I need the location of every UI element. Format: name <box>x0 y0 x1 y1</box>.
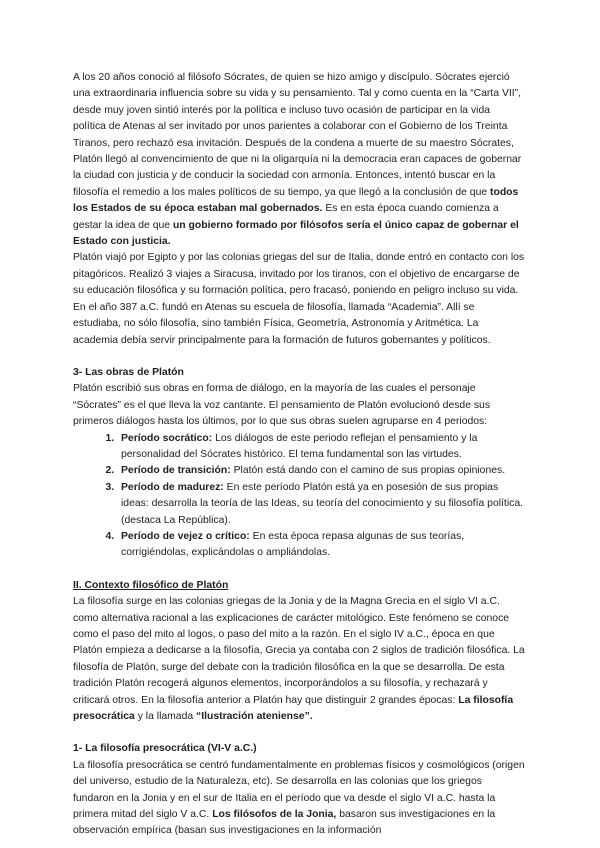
works-intro: Platón escribió sus obras en forma de diálogo, en la mayoría de las cuales el personaje “Sócrates” es el que lleva la voz cantante. El pensamiento de Platón evolucionó desde sus primeros diálogos hasta los últimos, por lo que sus obras suelen agruparse en 4 periodos: <box>73 383 491 428</box>
biography-bold-philosophers: un gobierno formado por filósofos sería el único capaz de gobernar el Estado con justicia. <box>73 219 519 248</box>
context-bold-presocratic: La filosofía presocrática <box>73 694 514 723</box>
period-title: Período socrático: <box>121 432 213 444</box>
biography-bold-states: todos los Estados de su época estaban mal gobernados. <box>73 186 519 215</box>
context-text: La filosofía surge en las colonias griegas de la Jonia y de la Magna Grecia en el siglo VI a.C. como alternativa racional a las explicaciones de carácter mitológico. Este fenómeno se conoce como el paso del mito al logos, o paso del mito a la razón. En el siglo IV a.C., época en que Platón empieza a dedicarse a la filosofía, Grecia ya contaba con 2 siglos de tradición filosófica. La filosofía de Platón, surge del debate con la tradición filosófica en la que se desarrolla. De esta tradición Platón recogerá algunos elementos, incorporándolos a su filosofía, y rechazará y criticará otros. En la filosofía anterior a Platón hay que distinguir 2 grandes épocas: <box>73 596 525 706</box>
context-bold-enlightenment: “Ilustración ateniense”. <box>196 711 313 723</box>
presocratic-paragraph <box>73 758 525 840</box>
period-text: En esta época repasa algunas de sus teorías, corrigiéndolas, explicándolas o ampliándolas. <box>121 530 465 559</box>
presocratic-text-2: basaron sus investigaciones en la observación empírica (basan sus investigaciones en la información <box>73 809 496 837</box>
works-heading: 3- Las obras de Platón <box>73 366 184 378</box>
document-page <box>73 70 525 840</box>
period-title: Período de vejez o crítico: <box>121 530 250 542</box>
context-heading: II. Contexto filosófico de Platón <box>73 579 229 591</box>
period-item <box>117 480 525 529</box>
period-item <box>117 529 525 562</box>
biography-paragraph <box>73 70 525 250</box>
period-item <box>117 431 525 464</box>
context-paragraph <box>73 594 525 725</box>
context-text-2: y la llamada <box>134 711 197 723</box>
biography-text-2: Es en esta época cuando comienza a gestar la idea de que <box>73 203 499 231</box>
period-text: Los diálogos de este periodo reflejan el pensamiento y la personalidad del Sócrates histórico. El tema fundamental son las virtudes. <box>121 432 478 460</box>
works-section <box>73 365 525 562</box>
presocratic-section <box>73 741 525 839</box>
presocratic-heading: 1- La filosofía presocrática (VI-V a.C.) <box>73 743 257 755</box>
period-title: Período de transición: <box>121 465 231 477</box>
context-section <box>73 578 525 726</box>
presocratic-text: La filosofía presocrática se centró fundamentalmente en problemas físicos y cosmológicos (origen del universo, estudio de la Naturaleza, etc). Se desarrolla en las colonias que los griegos fundaron en la Jonia y en el sur de Italia en el período que va desde el siglo VI a.C. hasta la primera mitad del siglo V a.C. <box>73 759 525 821</box>
period-title: Período de madurez: <box>121 481 224 493</box>
presocratic-bold-jonia: Los filósofos de la Jonia, <box>212 809 337 821</box>
period-item <box>117 463 525 479</box>
period-text: Platón está dando con el camino de sus propias opiniones. <box>230 465 506 477</box>
period-text: En este período Platón está ya en posesión de sus propias ideas: desarrolla la teoría de las Ideas, su teoría del conocimiento y su filosofía política. (destaca La República). <box>121 481 523 526</box>
periods-list <box>73 431 525 562</box>
biography-section <box>73 70 525 349</box>
biography-text: A los 20 años conoció al filósofo Sócrates, de quien se hizo amigo y discípulo. Sócrates ejerció una extraordinaria influencia sobre su vida y su pensamiento. Tal y como cuenta en la “Carta VII”, desde muy joven sintió interés por la política e incluso tuvo ocasión de participar en la vida política de Atenas al ser invitado por unos parientes a colaborar con el Gobierno de los Treinta Tiranos, pero rechazó esa invitación. Después de la condena a muerte de su maestro Sócrates, Platón llegó al convencimiento de que ni la oligarquía ni la democracia eran capaces de gobernar la ciudad con justicia y de conducir la sociedad con armonía. Entonces, intentó buscar en la filosofía el remedio a los males políticos de su tiempo, ya que llegó a la conclusión de que <box>73 72 522 198</box>
travels-paragraph: Platón viajó por Egipto y por las colonias griegas del sur de Italia, donde entró en contacto con los pitagóricos. Realizó 3 viajes a Siracusa, invitado por los tiranos, con el objetivo de encargarse de su educación filosófica y su formación política, pero fracasó, poniendo en peligro incluso su vida. En el año 387 a.C. fundó en Atenas su escuela de filosofía, llamada “Academia”. Allí se estudiaba, no sólo filosofía, sino también Física, Geometría, Astronomía y Aritmética. La academia debía servir principalmente para la formación de futuros gobernantes y políticos. <box>73 252 525 346</box>
